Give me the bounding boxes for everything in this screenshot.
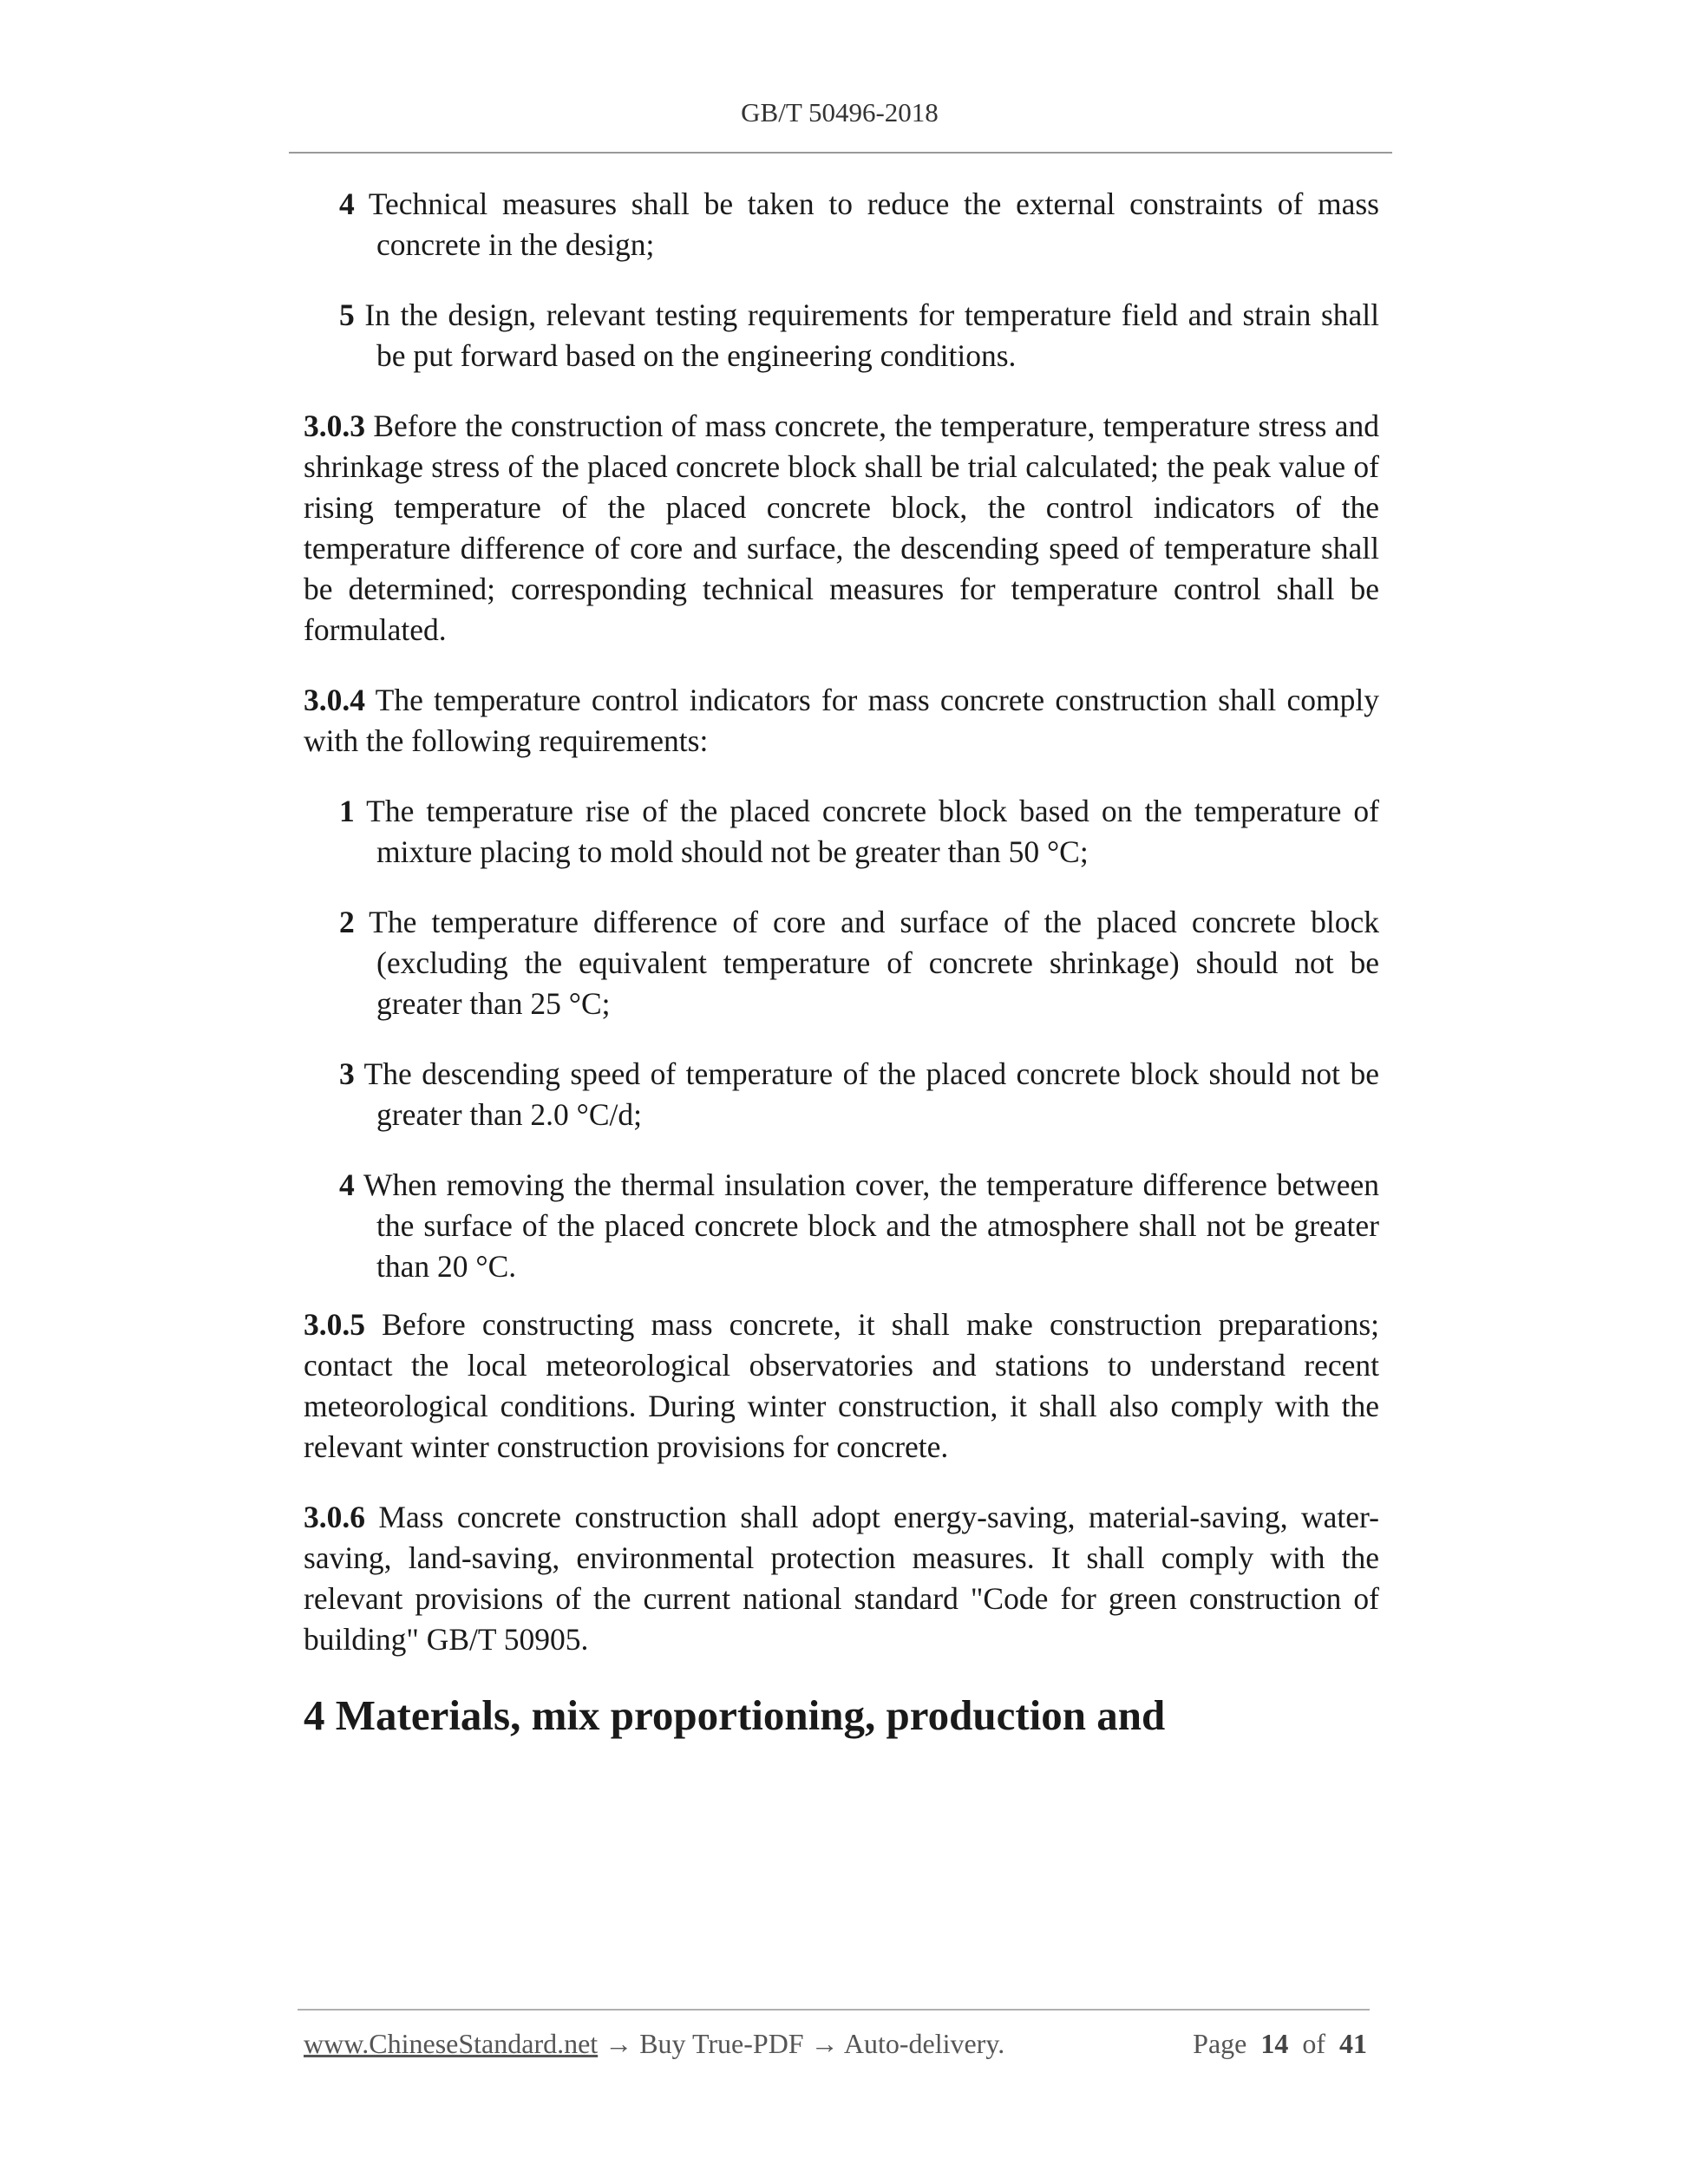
item-text: The temperature difference of core and surface of the placed concrete block (excluding the equivalent temperature of concrete shrinkage) should not be greater than 25 °C; xyxy=(354,905,1379,1021)
item-text: Technical measures shall be taken to reduce the external constraints of mass concrete in the design; xyxy=(354,186,1379,262)
page-current: 14 xyxy=(1260,2028,1289,2059)
item-number: 1 xyxy=(339,794,355,828)
footer-promo xyxy=(304,2028,1004,2060)
item-number: 5 xyxy=(339,298,355,332)
clause-number: 3.0.3 xyxy=(304,409,365,443)
clause-3-0-5 xyxy=(304,1305,1379,1468)
list-item xyxy=(304,1054,1379,1135)
item-text: The descending speed of temperature of the placed concrete block should not be greater than 2.0 °C/d; xyxy=(354,1056,1379,1132)
page-word: Page xyxy=(1193,2028,1247,2059)
of-word: of xyxy=(1302,2028,1325,2059)
clause-3-0-4 xyxy=(304,680,1379,762)
website-link[interactable]: www.ChineseStandard.net xyxy=(304,2028,599,2059)
item-number: 3 xyxy=(339,1056,355,1091)
section-heading: 4 Materials, mix proportioning, production and xyxy=(304,1691,1166,1739)
document-code-header: GB/T 50496-2018 xyxy=(741,97,939,128)
clause-3-0-3 xyxy=(304,406,1379,651)
list-item xyxy=(304,295,1379,376)
promo-text: → Buy True-PDF → Auto-delivery. xyxy=(598,2028,1005,2059)
header-rule xyxy=(289,152,1392,154)
item-text: The temperature rise of the placed concrete block based on the temperature of mixture placing to mold should not be greater than 50 °C; xyxy=(354,794,1379,869)
clause-text: Mass concrete construction shall adopt energy-saving, material-saving, water-saving, land-saving, environmental protection measures. It shall comply with the relevant provisions of the current national standard "Code for green construction of building" GB/T 50905. xyxy=(304,1500,1379,1657)
page-indicator xyxy=(1193,2028,1367,2060)
item-text: In the design, relevant testing requirements for temperature field and strain shall be put forward based on the engineering conditions. xyxy=(354,298,1379,373)
clause-number: 3.0.5 xyxy=(304,1307,365,1342)
clause-text: Before constructing mass concrete, it shall make construction preparations; contact the local meteorological observatories and stations to understand recent meteorological conditions. During winter construction, it shall also comply with the relevant winter construction provisions for concrete. xyxy=(304,1307,1379,1464)
footer-rule xyxy=(298,2009,1370,2011)
item-number: 4 xyxy=(339,1167,355,1202)
page-total: 41 xyxy=(1339,2028,1367,2059)
clause-number: 3.0.6 xyxy=(304,1500,365,1534)
item-number: 2 xyxy=(339,905,355,939)
clause-text: Before the construction of mass concrete, the temperature, temperature stress and shrinkage stress of the placed concrete block shall be trial calculated; the peak value of rising temperature of the placed concrete block, the control indicators of the temperature difference of core and surface, the descending speed of temperature shall be determined; corresponding technical measures for temperature control shall be formulated. xyxy=(304,409,1379,647)
clause-text: The temperature control indicators for mass concrete construction shall comply with the following requirements: xyxy=(304,683,1379,758)
item-number: 4 xyxy=(339,186,355,221)
clause-3-0-6 xyxy=(304,1497,1379,1660)
clause-number: 3.0.4 xyxy=(304,683,365,717)
page-content xyxy=(304,184,1379,1742)
item-text: When removing the thermal insulation cover, the temperature difference between the surface of the placed concrete block and the atmosphere shall not be greater than 20 °C. xyxy=(354,1167,1379,1284)
list-item xyxy=(304,184,1379,265)
list-item xyxy=(304,1165,1379,1287)
list-item xyxy=(304,902,1379,1024)
list-item xyxy=(304,791,1379,873)
